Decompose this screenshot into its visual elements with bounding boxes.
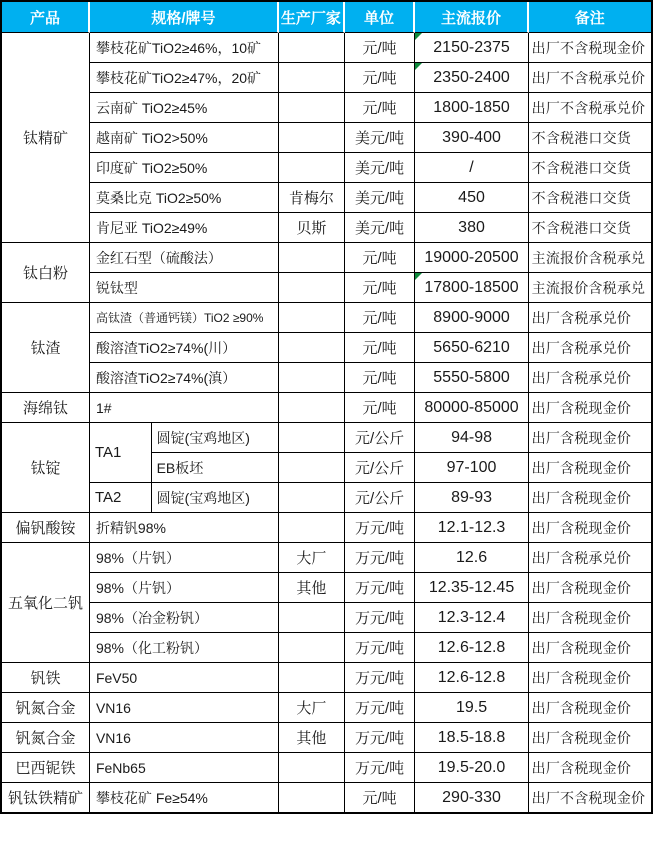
unit-cell: 美元/吨 — [345, 123, 416, 153]
note-cell: 不含税港口交货 — [529, 123, 651, 153]
vendor-cell: 大厂 — [279, 693, 345, 723]
quote-cell: 290-330 — [415, 783, 528, 812]
vendor-cell — [279, 603, 345, 633]
note-cell: 出厂不含税现金价 — [529, 33, 651, 63]
product-cell: 钒氮合金 — [2, 693, 90, 723]
table-row — [2, 333, 651, 363]
spec-cell: 1# — [90, 393, 279, 423]
note-cell: 不含税港口交货 — [529, 153, 651, 183]
vendor-cell — [279, 483, 345, 513]
table-row — [2, 783, 651, 812]
spec-cell: VN16 — [90, 723, 279, 753]
quote-cell: 19.5-20.0 — [415, 753, 528, 783]
spec-cell: 莫桑比克 TiO2≥50% — [90, 183, 279, 213]
product-cell: 钛渣 — [2, 303, 90, 393]
unit-cell: 元/吨 — [345, 393, 416, 423]
quote-cell: 18.5-18.8 — [415, 723, 528, 753]
vendor-cell: 其他 — [279, 573, 345, 603]
grade-cell: TA1 — [90, 423, 152, 483]
note-cell: 出厂含税现金价 — [529, 663, 651, 693]
spec-cell: VN16 — [90, 693, 279, 723]
spec-cell: 攀枝花矿TiO2≥46%，10矿 — [90, 33, 279, 63]
quote-cell: 380 — [415, 213, 528, 243]
unit-cell: 元/公斤 — [345, 423, 416, 453]
table-row — [2, 63, 651, 93]
spec-cell: 酸溶渣TiO2≥74%(滇） — [90, 363, 279, 393]
quote-cell: 19.5 — [415, 693, 528, 723]
quote-cell: 12.1-12.3 — [415, 513, 528, 543]
unit-cell: 万元/吨 — [345, 543, 416, 573]
product-cell: 钒氮合金 — [2, 723, 90, 753]
unit-cell: 元/吨 — [345, 243, 416, 273]
table-row — [2, 513, 651, 543]
error-indicator-icon — [415, 63, 422, 70]
spec-cell: 金红石型（硫酸法） — [90, 243, 279, 273]
spec-cell: 折精钒98% — [90, 513, 279, 543]
quote-cell: 12.3-12.4 — [415, 603, 528, 633]
vendor-cell: 贝斯 — [279, 213, 345, 243]
table-row — [2, 603, 651, 633]
col-header-spec: 规格/牌号 — [90, 2, 279, 33]
quote-cell: 12.6-12.8 — [415, 663, 528, 693]
quote-cell: 1800-1850 — [415, 93, 528, 123]
product-cell: 钛锭 — [2, 423, 90, 513]
spec-cell: FeNb65 — [90, 753, 279, 783]
spec-cell: 98%（片钒） — [90, 543, 279, 573]
note-cell: 不含税港口交货 — [529, 213, 651, 243]
quote-cell: 80000-85000 — [415, 393, 528, 423]
quote-cell: 12.6 — [415, 543, 528, 573]
vendor-cell — [279, 243, 345, 273]
vendor-cell — [279, 783, 345, 812]
spec-cell: 攀枝花矿 Fe≥54% — [90, 783, 279, 812]
table-row — [2, 663, 651, 693]
note-cell: 出厂含税现金价 — [529, 603, 651, 633]
unit-cell: 元/吨 — [345, 93, 416, 123]
table-row — [2, 273, 651, 303]
product-cell: 钛精矿 — [2, 33, 90, 243]
note-cell: 出厂含税现金价 — [529, 513, 651, 543]
quote-cell: 390-400 — [415, 123, 528, 153]
col-header-unit: 单位 — [345, 2, 416, 33]
unit-cell: 万元/吨 — [345, 633, 416, 663]
quote-value: 17800-18500 — [424, 278, 519, 296]
vendor-cell — [279, 393, 345, 423]
vendor-cell — [279, 513, 345, 543]
vendor-cell — [279, 423, 345, 453]
table-row — [2, 393, 651, 423]
table-row — [2, 93, 651, 123]
product-cell: 海绵钛 — [2, 393, 90, 423]
table-row — [2, 243, 651, 273]
col-header-note: 备注 — [529, 2, 651, 33]
table-row — [2, 123, 651, 153]
spec-cell: 云南矿 TiO2≥45% — [90, 93, 279, 123]
table-row — [2, 483, 651, 513]
unit-cell: 元/公斤 — [345, 453, 416, 483]
vendor-cell: 大厂 — [279, 543, 345, 573]
note-cell: 出厂不含税承兑价 — [529, 93, 651, 123]
col-header-quote: 主流报价 — [415, 2, 528, 33]
spec-detail-cell: 圆锭(宝鸡地区) — [152, 423, 279, 453]
vendor-cell — [279, 333, 345, 363]
unit-cell: 万元/吨 — [345, 693, 416, 723]
quote-cell: / — [415, 153, 528, 183]
quote-cell: 12.6-12.8 — [415, 633, 528, 663]
table-row — [2, 363, 651, 393]
unit-cell: 元/吨 — [345, 303, 416, 333]
product-cell: 巴西铌铁 — [2, 753, 90, 783]
vendor-cell — [279, 33, 345, 63]
note-cell: 出厂含税承兑价 — [529, 333, 651, 363]
quote-cell — [415, 33, 528, 63]
note-cell: 出厂含税现金价 — [529, 423, 651, 453]
unit-cell: 元/吨 — [345, 783, 416, 812]
note-cell: 出厂含税承兑价 — [529, 303, 651, 333]
vendor-cell — [279, 663, 345, 693]
vendor-cell — [279, 123, 345, 153]
quote-cell: 5550-5800 — [415, 363, 528, 393]
vendor-cell — [279, 153, 345, 183]
unit-cell: 万元/吨 — [345, 663, 416, 693]
quote-cell: 450 — [415, 183, 528, 213]
product-cell: 五氧化二钒 — [2, 543, 90, 663]
quote-cell — [415, 63, 528, 93]
unit-cell: 美元/吨 — [345, 213, 416, 243]
table-row — [2, 33, 651, 63]
col-header-product: 产品 — [2, 2, 90, 33]
vendor-cell — [279, 753, 345, 783]
unit-cell: 万元/吨 — [345, 723, 416, 753]
spec-cell: 98%（冶金粉钒） — [90, 603, 279, 633]
unit-cell: 万元/吨 — [345, 513, 416, 543]
quote-cell: 19000-20500 — [415, 243, 528, 273]
note-cell: 出厂含税现金价 — [529, 753, 651, 783]
vendor-cell — [279, 93, 345, 123]
note-cell: 出厂含税承兑价 — [529, 363, 651, 393]
table-row — [2, 543, 651, 573]
table-row — [2, 723, 651, 753]
note-cell: 出厂含税现金价 — [529, 483, 651, 513]
table-row — [2, 303, 651, 333]
quote-cell: 89-93 — [415, 483, 528, 513]
unit-cell: 元/吨 — [345, 63, 416, 93]
product-cell: 钒钛铁精矿 — [2, 783, 90, 812]
note-cell: 出厂不含税承兑价 — [529, 63, 651, 93]
spec-cell: 锐钛型 — [90, 273, 279, 303]
unit-cell: 美元/吨 — [345, 183, 416, 213]
error-indicator-icon — [415, 33, 422, 40]
note-cell: 出厂含税承兑价 — [529, 543, 651, 573]
table-row — [2, 183, 651, 213]
unit-cell: 万元/吨 — [345, 573, 416, 603]
spec-cell: 98%（化工粉钒） — [90, 633, 279, 663]
table-row — [2, 423, 651, 453]
grade-cell: TA2 — [90, 483, 152, 513]
unit-cell: 元/吨 — [345, 333, 416, 363]
note-cell: 主流报价含税承兑 — [529, 243, 651, 273]
note-cell: 出厂含税现金价 — [529, 453, 651, 483]
vendor-cell — [279, 453, 345, 483]
vendor-cell — [279, 63, 345, 93]
table-row — [2, 633, 651, 663]
quote-cell: 97-100 — [415, 453, 528, 483]
spec-cell: 98%（片钒） — [90, 573, 279, 603]
note-cell: 不含税港口交货 — [529, 183, 651, 213]
table-row — [2, 573, 651, 603]
quote-cell: 12.35-12.45 — [415, 573, 528, 603]
note-cell: 出厂含税现金价 — [529, 723, 651, 753]
header-row — [2, 2, 651, 33]
unit-cell: 元/吨 — [345, 273, 416, 303]
unit-cell: 万元/吨 — [345, 753, 416, 783]
vendor-cell — [279, 273, 345, 303]
unit-cell: 元/吨 — [345, 363, 416, 393]
product-cell: 偏钒酸铵 — [2, 513, 90, 543]
product-cell: 钒铁 — [2, 663, 90, 693]
vendor-cell — [279, 633, 345, 663]
quote-value: 2350-2400 — [433, 68, 510, 86]
table-row — [2, 753, 651, 783]
unit-cell: 元/公斤 — [345, 483, 416, 513]
vendor-cell — [279, 363, 345, 393]
spec-cell: 酸溶渣TiO2≥74%(川） — [90, 333, 279, 363]
error-indicator-icon — [415, 273, 422, 280]
note-cell: 出厂含税现金价 — [529, 393, 651, 423]
note-cell: 出厂含税现金价 — [529, 573, 651, 603]
quote-cell: 8900-9000 — [415, 303, 528, 333]
quote-value: 2150-2375 — [433, 38, 510, 56]
vendor-cell — [279, 303, 345, 333]
note-cell: 主流报价含税承兑 — [529, 273, 651, 303]
spec-cell: 攀枝花矿TiO2≥47%，20矿 — [90, 63, 279, 93]
unit-cell: 美元/吨 — [345, 153, 416, 183]
spec-cell: 肯尼亚 TiO2≥49% — [90, 213, 279, 243]
vendor-cell: 肯梅尔 — [279, 183, 345, 213]
table-row — [2, 153, 651, 183]
unit-cell: 万元/吨 — [345, 603, 416, 633]
unit-cell: 元/吨 — [345, 33, 416, 63]
note-cell: 出厂含税现金价 — [529, 693, 651, 723]
quote-cell — [415, 273, 528, 303]
note-cell: 出厂不含税现金价 — [529, 783, 651, 812]
product-cell: 钛白粉 — [2, 243, 90, 303]
note-cell: 出厂含税现金价 — [529, 633, 651, 663]
spec-detail-cell: 圆锭(宝鸡地区) — [152, 483, 279, 513]
quote-cell: 5650-6210 — [415, 333, 528, 363]
table-row — [2, 213, 651, 243]
spec-detail-cell: EB板坯 — [152, 453, 279, 483]
quote-cell: 94-98 — [415, 423, 528, 453]
spec-cell: FeV50 — [90, 663, 279, 693]
table-row — [2, 693, 651, 723]
col-header-vendor: 生产厂家 — [279, 2, 345, 33]
spec-cell: 高钛渣（普通钙镁）TiO2 ≥90% — [90, 303, 279, 333]
spec-cell: 越南矿 TiO2>50% — [90, 123, 279, 153]
vendor-cell: 其他 — [279, 723, 345, 753]
spec-cell: 印度矿 TiO2≥50% — [90, 153, 279, 183]
